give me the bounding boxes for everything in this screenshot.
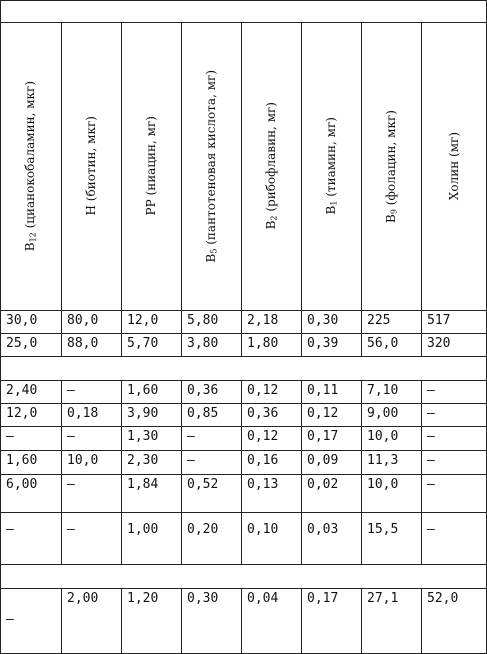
column-rule xyxy=(61,450,62,474)
table-cell: 10,0 xyxy=(67,453,99,468)
column-header-label xyxy=(84,116,98,215)
column-rule xyxy=(121,380,122,403)
column-rule xyxy=(61,474,62,512)
column-header-label xyxy=(23,81,37,251)
column-rule xyxy=(241,474,242,512)
table-cell: 56,0 xyxy=(367,336,399,351)
column-rule xyxy=(61,588,62,653)
table-cell: 0,03 xyxy=(307,522,339,537)
table-cell: 12,0 xyxy=(6,406,38,421)
table-cell: 0,36 xyxy=(187,383,219,398)
column-rule xyxy=(61,310,62,333)
header-base: B xyxy=(323,205,338,215)
column-rule xyxy=(241,333,242,356)
column-rule xyxy=(181,310,182,333)
column-rule xyxy=(121,426,122,450)
column-rule xyxy=(301,310,302,333)
column-rule xyxy=(301,380,302,403)
table-cell: 0,02 xyxy=(307,477,339,492)
table-cell: 1,84 xyxy=(127,477,159,492)
column-rule xyxy=(121,450,122,474)
table-cell: — xyxy=(427,406,435,421)
table-cell: 1,80 xyxy=(247,336,279,351)
column-rule xyxy=(361,426,362,450)
row-rule xyxy=(0,403,487,404)
column-rule xyxy=(121,588,122,653)
column-rule xyxy=(241,588,242,653)
column-rule xyxy=(241,512,242,564)
header-base: B xyxy=(203,253,218,263)
table-cell: 2,40 xyxy=(6,383,38,398)
table-cell: 1,30 xyxy=(127,429,159,444)
header-text: (рибофлавин, мг) xyxy=(263,102,278,216)
table-cell: 9,00 xyxy=(367,406,399,421)
table-cell: 0,11 xyxy=(307,383,339,398)
table-cell: 0,13 xyxy=(247,477,279,492)
column-rule xyxy=(421,426,422,450)
column-rule xyxy=(421,474,422,512)
table-cell: 25,0 xyxy=(6,336,38,351)
row-rule xyxy=(0,380,487,381)
column-header xyxy=(301,22,361,310)
table-cell: 12,0 xyxy=(127,313,159,328)
row-rule xyxy=(0,474,487,475)
column-header xyxy=(421,22,487,310)
table-cell: — xyxy=(187,429,195,444)
column-rule xyxy=(181,512,182,564)
table-cell: — xyxy=(67,477,75,492)
table-cell: 0,18 xyxy=(67,406,99,421)
header-subscript: 1 xyxy=(329,200,339,206)
table-cell: 517 xyxy=(427,313,451,328)
column-header-label xyxy=(384,110,398,223)
table-cell: 0,36 xyxy=(247,406,279,421)
header-base: B xyxy=(383,213,398,223)
row-rule xyxy=(0,310,487,311)
column-rule xyxy=(121,474,122,512)
table-cell: 27,1 xyxy=(367,591,399,606)
table-cell: — xyxy=(67,522,75,537)
column-rule xyxy=(421,333,422,356)
table-cell: 6,00 xyxy=(6,477,38,492)
column-rule xyxy=(121,512,122,564)
column-header-label xyxy=(324,117,338,214)
table-cell: — xyxy=(67,383,75,398)
table-cell: 0,10 xyxy=(247,522,279,537)
column-rule xyxy=(241,310,242,333)
column-rule xyxy=(421,310,422,333)
column-rule xyxy=(121,403,122,426)
column-rule xyxy=(361,310,362,333)
table-cell: — xyxy=(6,612,14,627)
table-cell: 0,12 xyxy=(247,383,279,398)
column-rule xyxy=(361,588,362,653)
column-header xyxy=(361,22,421,310)
column-rule xyxy=(181,588,182,653)
table-cell: — xyxy=(6,522,14,537)
table-cell: — xyxy=(67,429,75,444)
column-rule xyxy=(361,474,362,512)
table-cell: — xyxy=(6,429,14,444)
table-cell: 0,17 xyxy=(307,429,339,444)
table-cell: 15,5 xyxy=(367,522,399,537)
column-rule xyxy=(421,450,422,474)
table-cell: 0,12 xyxy=(307,406,339,421)
table-cell: 0,16 xyxy=(247,453,279,468)
table-cell: 10,0 xyxy=(367,429,399,444)
header-text: (фолацин, мкг) xyxy=(383,109,398,209)
header-text: (цианокобаламин, мкг) xyxy=(23,80,38,233)
table-cell: — xyxy=(427,477,435,492)
column-header xyxy=(181,22,241,310)
table-cell: 10,0 xyxy=(367,477,399,492)
table-cell: 3,80 xyxy=(187,336,219,351)
column-rule xyxy=(181,426,182,450)
header-text: (пантотеновая кислота, мг) xyxy=(203,69,218,249)
table-cell: 0,09 xyxy=(307,453,339,468)
table-cell: 0,12 xyxy=(247,429,279,444)
table-cell: — xyxy=(187,453,195,468)
table-cell: 5,80 xyxy=(187,313,219,328)
column-rule xyxy=(181,333,182,356)
header-base: B xyxy=(23,242,38,252)
row-rule xyxy=(0,450,487,451)
column-rule xyxy=(361,333,362,356)
column-rule xyxy=(61,426,62,450)
table-cell: 0,30 xyxy=(307,313,339,328)
row-rule xyxy=(0,588,487,589)
table-cell: 52,0 xyxy=(427,591,459,606)
column-rule xyxy=(121,333,122,356)
row-rule xyxy=(0,426,487,427)
table-cell: — xyxy=(427,522,435,537)
header-subscript: 9 xyxy=(389,208,399,214)
column-header xyxy=(61,22,121,310)
column-rule xyxy=(301,512,302,564)
column-header-label xyxy=(447,132,461,200)
column-rule xyxy=(301,403,302,426)
column-rule xyxy=(181,450,182,474)
column-rule xyxy=(181,474,182,512)
column-rule xyxy=(61,403,62,426)
column-rule xyxy=(361,450,362,474)
table-cell: — xyxy=(427,383,435,398)
column-rule xyxy=(241,450,242,474)
column-rule xyxy=(421,588,422,653)
column-rule xyxy=(301,426,302,450)
column-rule xyxy=(421,512,422,564)
table-cell: 2,18 xyxy=(247,313,279,328)
column-rule xyxy=(61,333,62,356)
table-cell: 30,0 xyxy=(6,313,38,328)
table-cell: 3,90 xyxy=(127,406,159,421)
column-rule xyxy=(301,450,302,474)
table-cell: 0,04 xyxy=(247,591,279,606)
column-rule xyxy=(121,310,122,333)
table-cell: — xyxy=(427,453,435,468)
row-rule xyxy=(0,333,487,334)
header-subscript: 2 xyxy=(269,215,279,221)
row-rule xyxy=(0,512,487,513)
table-cell: 0,17 xyxy=(307,591,339,606)
row-rule xyxy=(0,0,487,1)
header-base: B xyxy=(263,220,278,230)
table-cell: 2,00 xyxy=(67,591,99,606)
header-subscript: 5 xyxy=(209,248,219,254)
table-cell: 1,20 xyxy=(127,591,159,606)
column-rule xyxy=(61,512,62,564)
table-cell: 0,52 xyxy=(187,477,219,492)
table-cell: 88,0 xyxy=(67,336,99,351)
table-cell: 225 xyxy=(367,313,391,328)
table-cell: 11,3 xyxy=(367,453,399,468)
column-rule xyxy=(301,474,302,512)
header-text: Н (биотин, мкг) xyxy=(83,116,98,216)
column-rule xyxy=(241,403,242,426)
table-cell: 1,60 xyxy=(6,453,38,468)
column-rule xyxy=(421,380,422,403)
column-rule xyxy=(361,403,362,426)
column-rule xyxy=(181,380,182,403)
column-header-label xyxy=(144,116,158,215)
table-cell: 0,39 xyxy=(307,336,339,351)
column-rule xyxy=(361,380,362,403)
table-cell: 1,60 xyxy=(127,383,159,398)
column-rule xyxy=(361,512,362,564)
table-cell: — xyxy=(427,429,435,444)
table-cell: 5,70 xyxy=(127,336,159,351)
table-cell: 1,00 xyxy=(127,522,159,537)
column-header xyxy=(0,22,61,310)
column-header-label xyxy=(204,70,218,262)
column-header xyxy=(241,22,301,310)
table-cell: 80,0 xyxy=(67,313,99,328)
header-text: Холин (мг) xyxy=(446,131,461,201)
table-cell: 320 xyxy=(427,336,451,351)
column-rule xyxy=(181,403,182,426)
column-header-label xyxy=(264,102,278,229)
table-cell: 0,30 xyxy=(187,591,219,606)
table-cell: 0,20 xyxy=(187,522,219,537)
header-subscript: 12 xyxy=(28,232,38,243)
column-rule xyxy=(301,333,302,356)
table-cell: 2,30 xyxy=(127,453,159,468)
column-rule xyxy=(301,588,302,653)
column-rule xyxy=(241,380,242,403)
column-header xyxy=(121,22,181,310)
table-cell: 7,10 xyxy=(367,383,399,398)
table-cell: 0,85 xyxy=(187,406,219,421)
row-rule xyxy=(0,564,487,565)
header-text: PP (ниацин, мг) xyxy=(143,116,158,216)
header-text: (тиамин, мг) xyxy=(323,117,338,201)
column-rule xyxy=(421,403,422,426)
column-rule xyxy=(241,426,242,450)
row-rule xyxy=(0,356,487,357)
column-rule xyxy=(61,380,62,403)
